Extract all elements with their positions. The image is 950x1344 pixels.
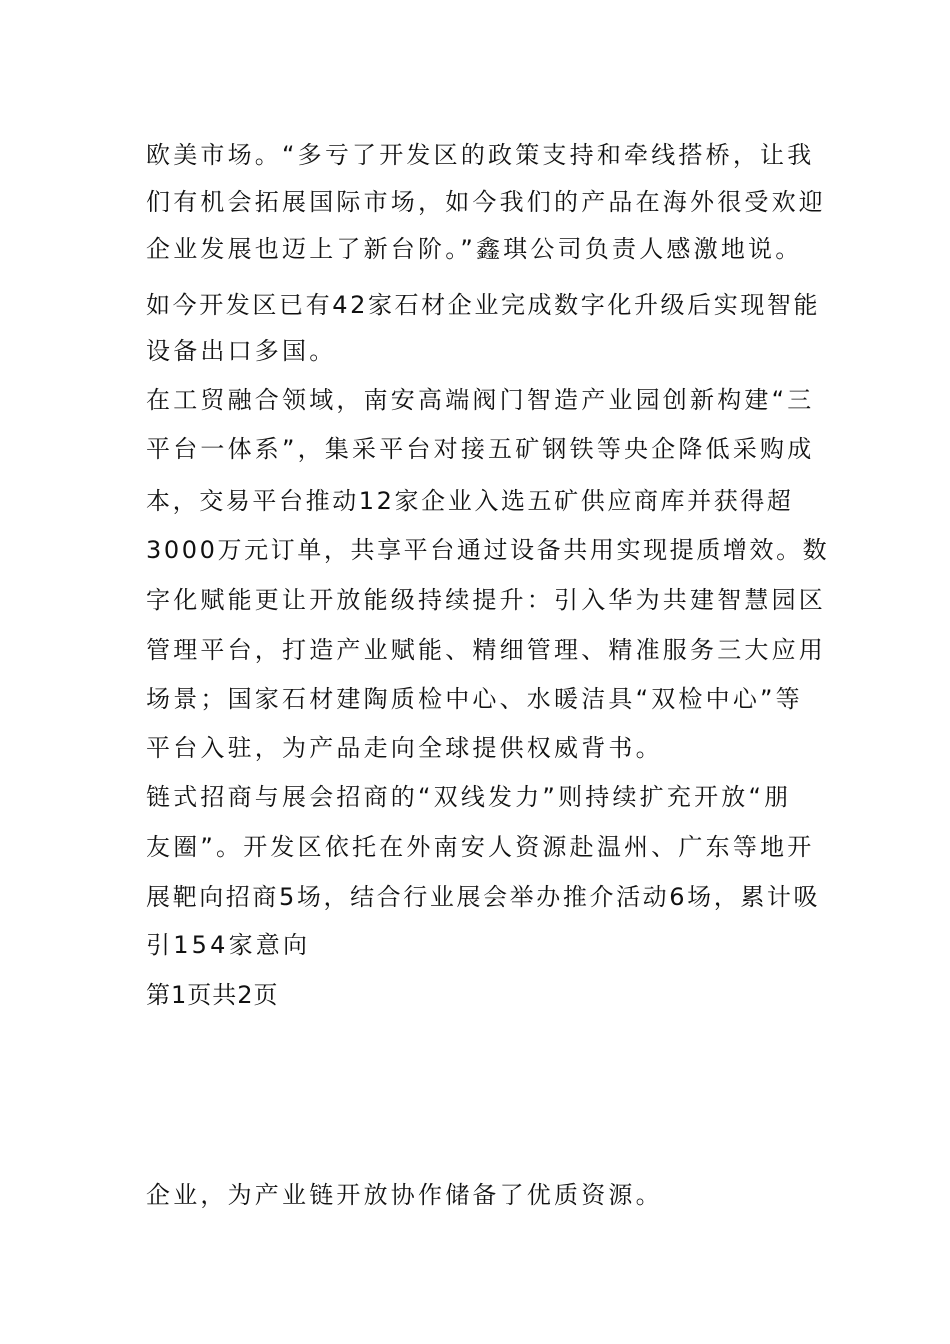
page-footer: 第1页共2页: [146, 981, 279, 1009]
text-line-3: 企业发展也迈上了新台阶。”鑫琪公司负责人感激地说。: [146, 235, 803, 263]
text-line-8: 本，交易平台推动12家企业入选五矿供应商库并获得超: [146, 487, 794, 515]
text-line-16: 展靶向招商5场，结合行业展会举办推介活动6场，累计吸: [146, 883, 821, 911]
text-line-2: 们有机会拓展国际市场，如今我们的产品在海外很受欢迎: [146, 188, 826, 216]
text-line-9: 3000万元订单，共享平台通过设备共用实现提质增效。数: [146, 536, 830, 564]
text-line-7: 平台一体系”，集采平台对接五矿钢铁等央企降低采购成: [146, 435, 815, 463]
text-line-12: 场景；国家石材建陶质检中心、水暖洁具“双检中心”等: [146, 685, 803, 713]
next-page-text-line: 企业，为产业链开放协作储备了优质资源。: [146, 1181, 663, 1209]
text-line-11: 管理平台，打造产业赋能、精细管理、精准服务三大应用: [146, 636, 826, 664]
text-line-10: 字化赋能更让开放能级持续提升：引入华为共建智慧园区: [146, 586, 826, 614]
text-line-6: 在工贸融合领域，南安高端阀门智造产业园创新构建“三: [146, 386, 815, 414]
text-line-13: 平台入驻，为产品走向全球提供权威背书。: [146, 734, 663, 762]
text-line-5: 设备出口多国。: [146, 337, 337, 365]
text-line-15: 友圈”。开发区依托在外南安人资源赴温州、广东等地开: [146, 833, 815, 861]
text-line-14: 链式招商与展会招商的“双线发力”则持续扩充开放“朋: [146, 783, 792, 811]
text-line-17: 引154家意向: [146, 931, 311, 959]
text-line-4: 如今开发区已有42家石材企业完成数字化升级后实现智能: [146, 291, 821, 319]
text-line-1: 欧美市场。“多亏了开发区的政策支持和牵线搭桥，让我: [146, 141, 815, 169]
